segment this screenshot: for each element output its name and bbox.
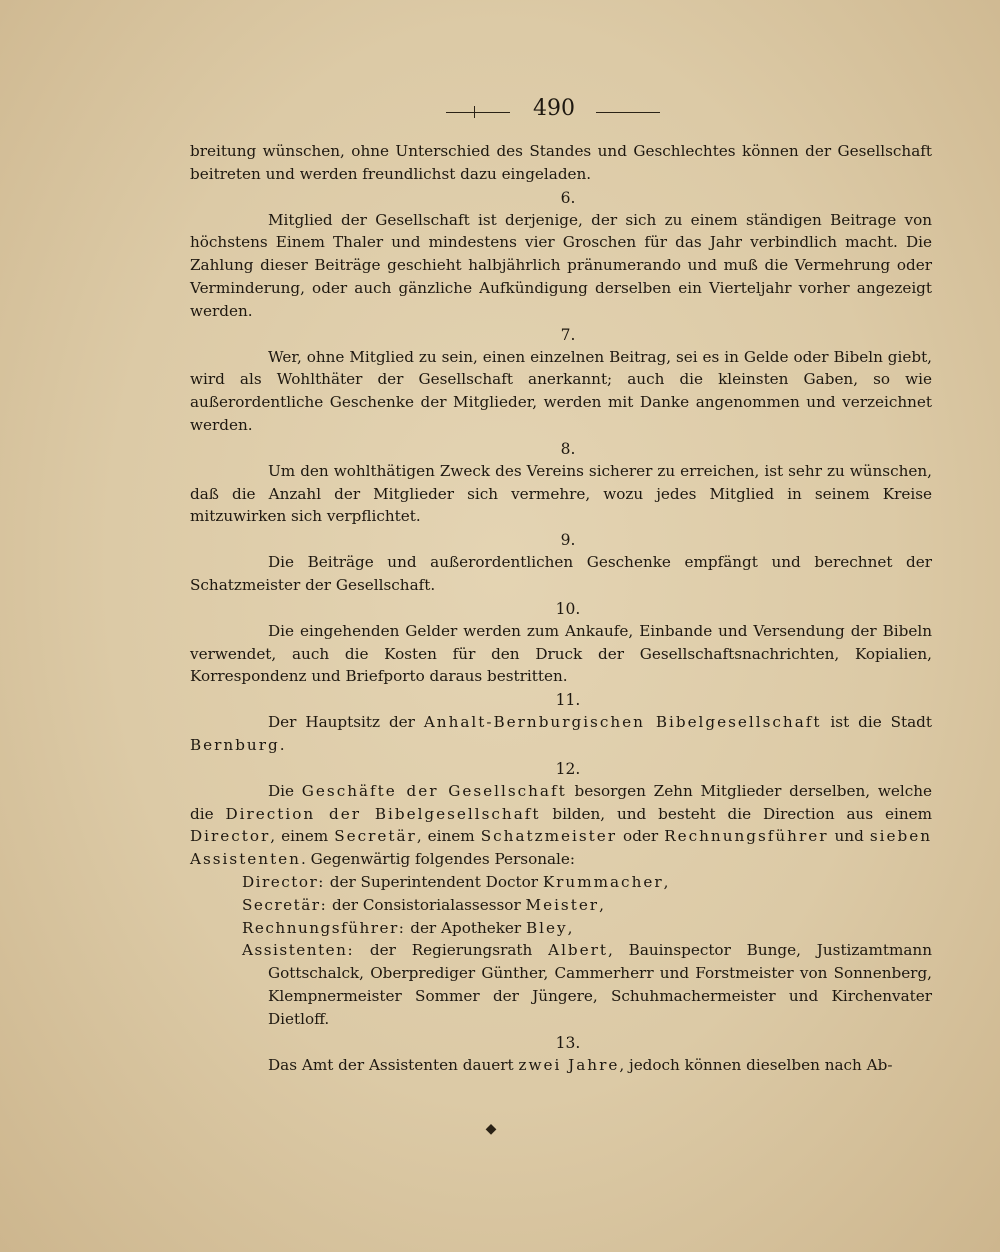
section-12-t1: Die [268,781,302,800]
officer-role: Assistenten: [242,941,355,960]
officer-pre: der Superintendent Doctor [324,872,543,891]
continuation-paragraph: breitung wünschen, ohne Unterschied des Standes und Geschlechtes können der Gesellschaft beitreten und werden freundlichst dazu eingeladen. [190,142,932,183]
officer-name: Krummacher [542,872,664,891]
officer-entry-director [190,871,932,894]
officer-role: Secretär: [242,895,328,914]
officer-list [190,871,932,1031]
page-number: 490 [533,96,575,121]
section-6-text: Mitglied der Gesellschaft ist derjenige, der sich zu einem ständigen Beitrage von höchstens Einem Thaler und mindestens vier Groschen für das Jahr verbindlich macht. Die Zahlung dieser Beiträge geschieht halbjährlich pränumerando und muß die Vermehrung oder Verminderung, oder auch gänzliche Aufkündigung derselben ein Vierteljahr vorher angezeigt werden. [190,210,932,320]
header-rule-right [596,112,660,113]
section-12-s3: Director [190,827,271,846]
officer-post: , [599,895,604,914]
section-number-6: 6. [560,188,576,207]
section-12-s5: Schatzmeister [480,827,617,846]
officer-entry-assistants [190,939,932,1030]
section-10-text: Die eingehenden Gelder werden zum Ankaufe, Einbande und Versendung der Bibeln verwendet, auch die Kosten für den Druck der Gesellschaftsnachrichten, Kopialien, Korrespondenz und Briefporto daraus bestritten. [190,621,932,686]
section-number-8: 8. [560,439,576,458]
header-rule-left [446,112,510,113]
section-12-s7: sieben Assistenten [190,827,932,869]
section-7-text: Wer, ohne Mitglied zu sein, einen einzelnen Beitrag, sei es in Gelde oder Bibeln giebt, wird als Wohlthäter der Gesellschaft anerkannt; auch die kleinsten Gaben, so wie außerordentliche Geschenke der Mitglieder, werden mit Danke angenommen und verzeichnet werden. [190,347,932,434]
section-9-text: Die Beiträge und außerordentlichen Geschenke empfängt und berechnet der Schatzmeister der Gesellschaft. [190,553,932,594]
section-11-text [190,711,932,757]
society-name: Anhalt-Bernburgischen Bibelgesellschaft [423,713,822,732]
officer-post: , [663,872,669,891]
section-12-t7: und [828,827,870,846]
section-12-t8: . Gegenwärtig folgendes Personale: [300,850,576,869]
officer-pre: der Apotheker [405,918,527,937]
section-12-s6: Rechnungsführer [664,827,829,846]
officer-post: , Bauinspector Bunge, Justizamtmann Gottschalck, Oberprediger Günther, Cammerherr und Forstmeister von Sonnenberg, Klempnermeister Sommer der Jüngere, Schuhmachermeister und Kirchenvater Dietloff. [268,941,932,1028]
section-12-t3: bilden, und besteht die Direction aus einem [540,804,933,823]
section-12-t2: besorgen Zehn Mitglieder derselben, welche die [190,781,932,823]
section-13-t2: , jedoch können dieselben nach Ab- [619,1055,893,1074]
officer-role: Director: [242,872,325,891]
officer-name: Meister [525,895,600,914]
section-number-11: 11. [555,691,581,710]
section-13-text [190,1054,932,1077]
section-12-text [190,780,932,871]
officer-name: Bley [526,918,568,937]
officer-pre: der Consistorialassessor [327,895,526,914]
page-body [190,140,932,1076]
section-12-s1: Geschäfte der Gesellschaft [301,781,567,800]
officer-post: , [567,918,573,937]
officer-name: Albert [548,941,609,960]
section-12-s4: Secretär [334,827,417,846]
section-12-t5: , einem [416,827,481,846]
header-rule-mark [474,106,475,118]
bullet-ornament-icon: ◆ [485,1121,497,1137]
officer-role: Rechnungsführer: [242,918,406,937]
section-13-s1: zwei Jahre [518,1055,620,1074]
page-header [0,92,1000,126]
section-12-t6: oder [617,827,665,846]
section-12-s2: Direction der Bibelgesellschaft [225,804,541,823]
section-13-t1: Das Amt der Assistenten dauert [268,1055,519,1074]
section-number-13: 13. [555,1033,581,1052]
officer-entry-treasurer [190,917,932,940]
section-11-middle: ist die Stadt [821,713,932,732]
section-12-t4: , einem [270,827,335,846]
section-11-before: Der Hauptsitz der [268,713,424,732]
section-8-text: Um den wohlthätigen Zweck des Vereins sicherer zu erreichen, ist sehr zu wünschen, daß die Anzahl der Mitglieder sich vermehre, wozu jedes Mitglied in seinem Kreise mitzuwirken sich verpflichtet. [190,461,932,526]
section-11-after: . [279,735,285,754]
officer-entry-secretary [190,894,932,917]
section-number-10: 10. [555,599,581,618]
officer-pre: der Regierungsrath [354,941,549,960]
section-number-12: 12. [555,759,581,778]
city-name: Bernburg [190,735,280,754]
section-number-9: 9. [560,531,576,550]
section-number-7: 7. [560,325,576,344]
